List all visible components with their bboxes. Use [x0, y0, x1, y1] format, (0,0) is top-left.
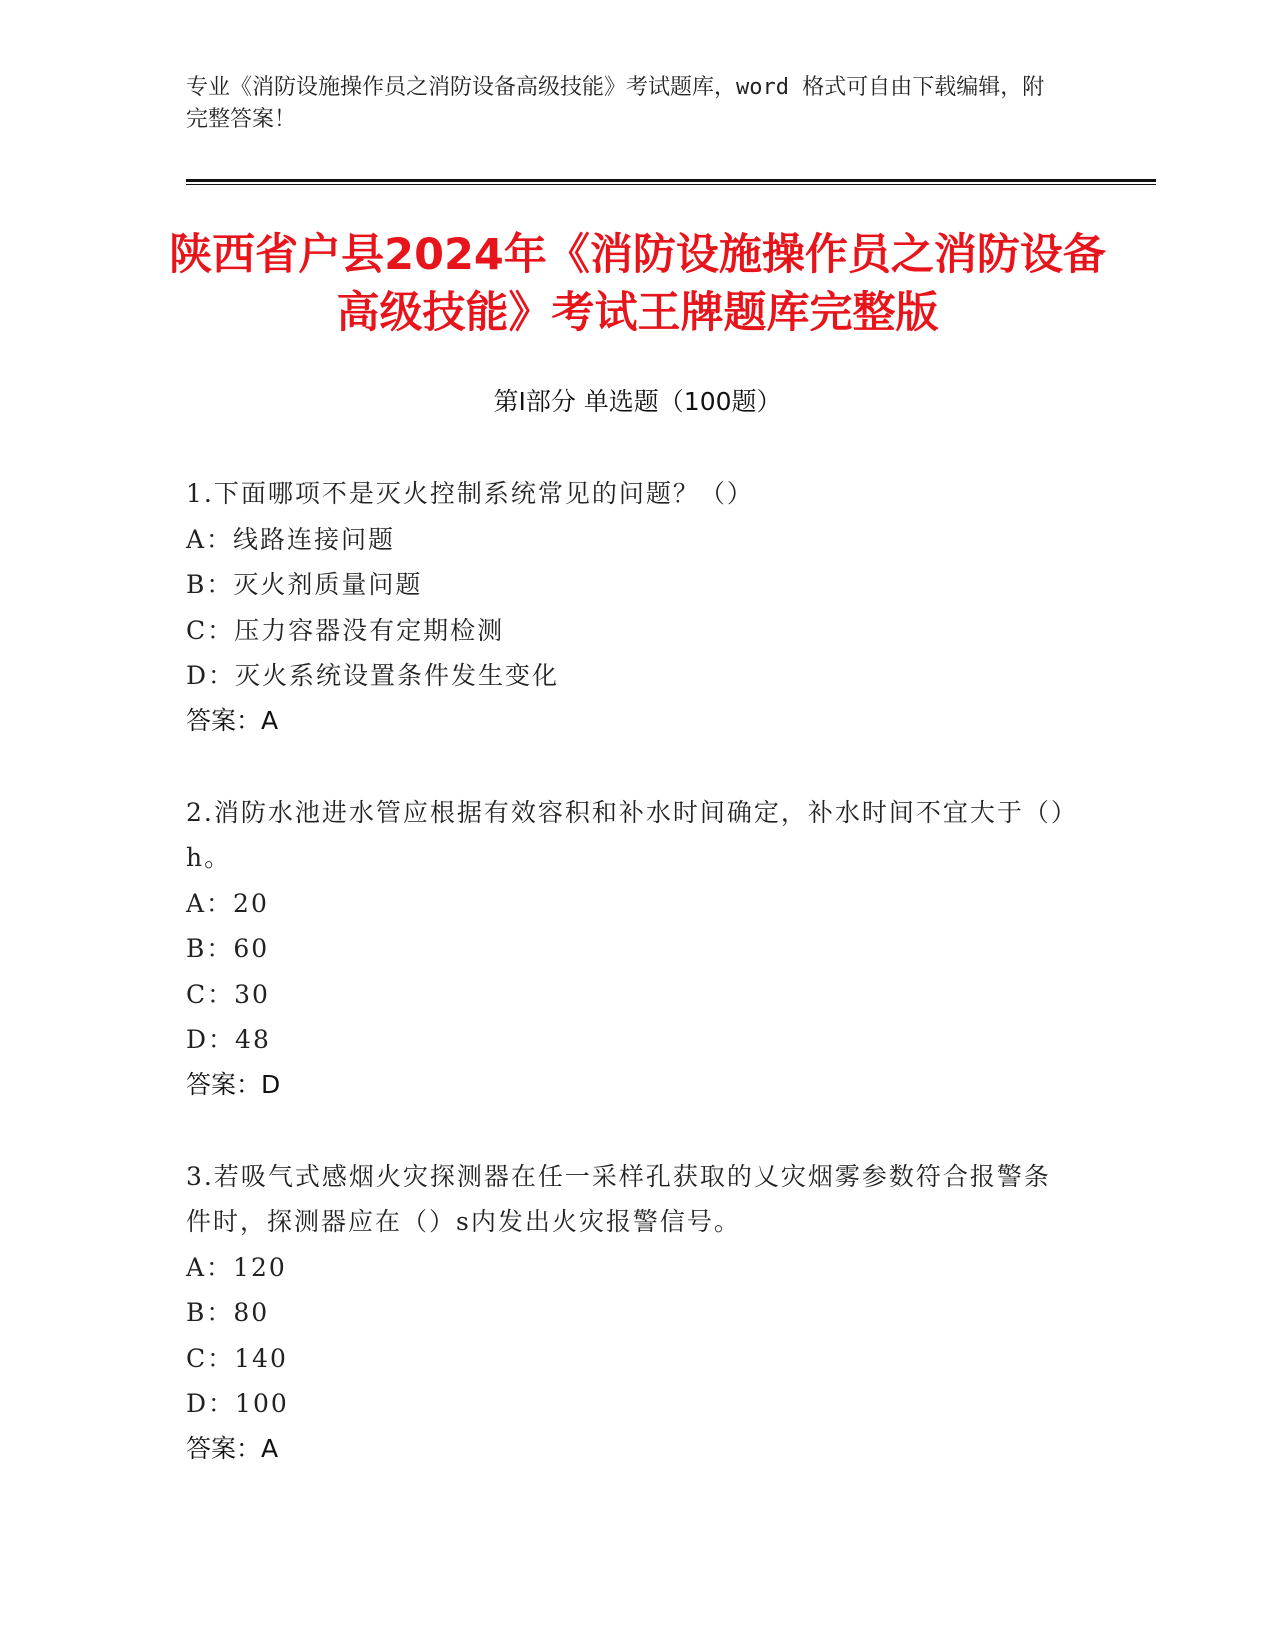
document-title: 陕西省户县2024年《消防设施操作员之消防设备高级技能》考试王牌题库完整版: [169, 230, 1106, 338]
option-d: D：48: [186, 1025, 271, 1054]
answer: 答案：A: [186, 705, 279, 735]
option-a: A：20: [186, 888, 269, 918]
question-3: [186, 1154, 1066, 1471]
question-number: 3.: [186, 1161, 214, 1191]
question-stem: [186, 1154, 1066, 1245]
question-list: [186, 471, 1066, 1518]
question-number: 2.: [186, 797, 214, 827]
option-b: B：80: [186, 1298, 270, 1327]
header-divider-thick: [186, 179, 1156, 182]
header-note: 专业《消防设施操作员之消防设备高级技能》考试题库，word 格式可自由下载编辑，附完整答案！: [186, 75, 1045, 132]
answer: 答案：D: [186, 1069, 281, 1099]
section-heading: 第Ⅰ部分 单选题（100题）: [493, 387, 782, 416]
question-number: 1.: [186, 479, 214, 508]
option-b: B：灭火剂质量问题: [186, 570, 423, 599]
question-1: [186, 471, 1066, 743]
option-c: C：30: [186, 979, 270, 1009]
option-d: D：灭火系统设置条件发生变化: [186, 661, 560, 690]
option-d: D：100: [186, 1389, 289, 1418]
question-2: [186, 790, 1066, 1107]
question-text: 若吸气式感烟火灾探测器在任一采样孔获取的乂灾烟雾参数符合报警条件时，探测器应在（）s内发出火灾报警信号。: [186, 1161, 1051, 1236]
option-a: A：120: [186, 1252, 287, 1282]
answer: 答案：A: [186, 1433, 279, 1463]
header-divider-thin: [186, 184, 1156, 185]
question-text: 下面哪项不是灭火控制系统常见的问题？（）: [213, 479, 754, 508]
question-stem: [186, 471, 1066, 517]
option-c: C：压力容器没有定期检测: [186, 615, 505, 645]
option-b: B：60: [186, 934, 270, 963]
option-c: C：140: [186, 1343, 288, 1373]
question-text: 消防水池进水管应根据有效容积和补水时间确定，补水时间不宜大于（）h。: [186, 797, 1066, 872]
option-a: A：线路连接问题: [186, 524, 396, 554]
question-stem: [186, 790, 1066, 881]
